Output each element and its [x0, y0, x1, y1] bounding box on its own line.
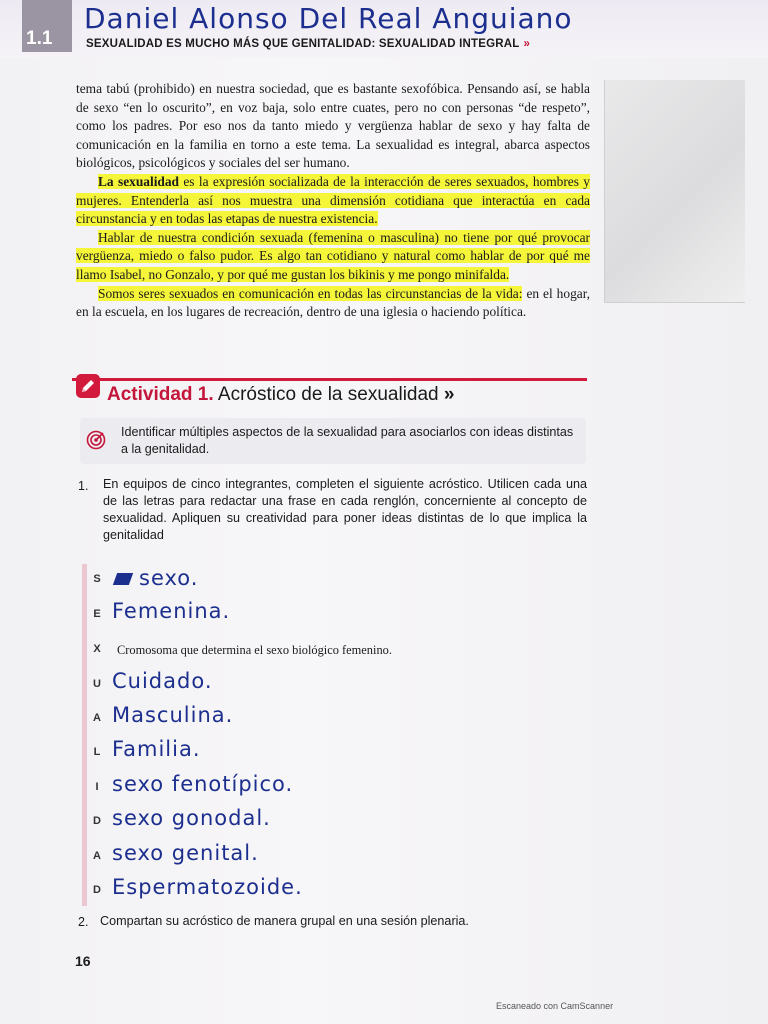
section-title [86, 38, 530, 50]
item-2-number: 2. [78, 915, 89, 929]
highlighted-text: Somos seres sexuados en comunicación en todas las circunstancias de la vida: [98, 285, 523, 301]
body-text [76, 80, 590, 322]
acrostic-answer: Masculina. [112, 703, 234, 727]
acrostic-letter: L [93, 746, 101, 758]
paragraph-2 [76, 173, 590, 229]
activity-divider [72, 378, 587, 381]
activity-arrows: » [443, 384, 455, 405]
activity-title: Acróstico de la sexualidad [217, 384, 439, 405]
acrostic-letter: S [93, 573, 101, 585]
acrostic-letter: U [93, 678, 101, 690]
acrostic-letter: A [93, 712, 101, 724]
highlighted-term: La sexualidad [98, 173, 179, 189]
activity-label: Actividad 1. [107, 384, 214, 405]
acrostic-answer: Espermatozoide. [112, 875, 303, 899]
acrostic-letter: D [93, 815, 101, 827]
acrostic-answer: Cromosoma que determina el sexo biológico femenino. [117, 643, 392, 657]
paragraph-1: tema tabú (prohibido) en nuestra sociedad, que es bastante sexofóbica. Pensando así, se habla de sexo “en lo oscurito”, en voz baja, solo entre cuates, pero no con personas “de respeto”, como los padres. Por eso nos da tanto miedo y vergüenza hablar de sexo y hay falta de comunicación en la familia en torno a este tema. La sexualidad es integral, abarca aspectos biológicos, psicológicos y sociales del ser humano. [76, 81, 590, 171]
acrostic-letter: A [93, 850, 101, 862]
section-badge [22, 0, 72, 52]
ink-scribble [113, 573, 133, 585]
paragraph-4 [76, 285, 590, 322]
item-1-text: En equipos de cinco integrantes, completen el siguiente acróstico. Utilicen cada una de las letras para redactar una frase en cada renglón, concerniente al concepto de sexualidad. Apliquen su creatividad para poner ideas distintas de lo que implica la genitalidad [103, 477, 587, 542]
scanner-watermark: Escaneado con CamScanner [496, 1001, 614, 1011]
paragraph-4-rest: en el hogar, en la escuela, en los lugares de recreación, dentro de una iglesia o haciendo política. [76, 285, 590, 320]
item-2-text: Compartan su acróstico de manera grupal en una sesión plenaria. [100, 914, 469, 928]
acrostic-letter: I [95, 781, 99, 793]
acrostic-answer: sexo fenotípico. [112, 772, 294, 796]
page-number: 16 [75, 953, 91, 969]
acrostic-answer: Cuidado. [112, 669, 213, 693]
section-title-text: SEXUALIDAD ES MUCHO MÁS QUE GENITALIDAD: SEXUALIDAD INTEGRAL [86, 38, 520, 50]
acrostic-answer: Familia. [112, 737, 201, 761]
acrostic-answer: Femenina. [112, 599, 231, 623]
highlighted-text: es la expresión socializada de la interacción de seres sexuados, hombres y mujeres. Entenderla así nos muestra una dimensión cotidiana que interactúa en cada circunstancia y en todas las etapas de nuestra existencia. [76, 173, 590, 227]
pencil-icon [76, 374, 100, 398]
acrostic-margin-bar [82, 564, 87, 906]
section-title-arrows: » [523, 38, 531, 50]
acrostic-letter: X [93, 643, 101, 655]
target-icon [86, 430, 106, 455]
acrostic-letter: E [93, 608, 101, 620]
paragraph-3 [76, 229, 590, 285]
acrostic-answer [115, 566, 198, 590]
goal-text: Identificar múltiples aspectos de la sexualidad para asociarlos con ideas distintas a la genitalidad. [121, 425, 574, 456]
side-photo [604, 80, 745, 303]
acrostic-answer-text: sexo. [139, 566, 199, 590]
student-name: Daniel Alonso Del Real Anguiano [84, 2, 573, 35]
highlighted-text: Hablar de nuestra condición sexuada (femenina o masculina) no tiene por qué provocar vergüenza, miedo o falso pudor. Es algo tan cotidiano y natural como hablar de por qué me llamo Isabel, no Gonzalo, y por qué me gustan los bikinis y me pongo minifalda. [76, 229, 590, 282]
item-1-number: 1. [78, 479, 89, 493]
section-badge-number: 1.1 [26, 28, 53, 49]
acrostic-answer: sexo gonodal. [112, 806, 271, 830]
acrostic-answer: sexo genital. [112, 841, 259, 865]
acrostic-letter: D [93, 884, 101, 896]
activity-heading [107, 384, 455, 406]
